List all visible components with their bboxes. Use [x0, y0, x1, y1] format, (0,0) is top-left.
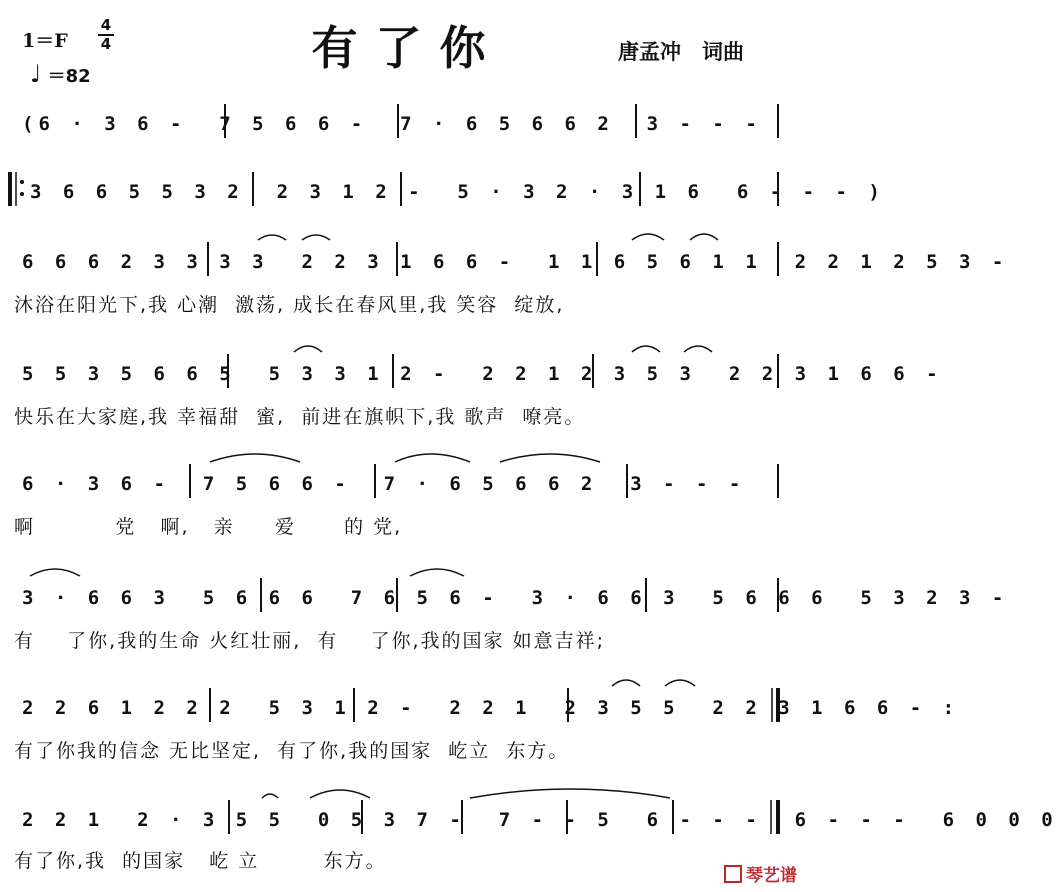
notes: 2 2 6 1 2 2 2 5 3 1 2 - 2 2 1 2 3 5 5 2 2 3 1 6 6 - : — [22, 697, 960, 719]
notes: 2 2 1 2 · 3 5 5 0 5 3 7 - 7 - - 5 6 - - - 6 - - - 6 0 0 0 — [22, 809, 1058, 831]
time-signature-bottom: 4 — [100, 35, 112, 53]
logo-icon — [724, 865, 742, 883]
score-line-6 — [0, 584, 1009, 612]
tempo-marking — [30, 60, 91, 88]
notes: 3 6 6 5 5 3 2 2 3 1 2 - 5 · 3 2 · 3 1 6 6 - - - ) — [30, 181, 885, 203]
lyrics-line-8: 有了你,我 的国家 屹 立 东方。 — [14, 850, 387, 872]
lyrics-line-5: 啊 党 啊, 亲 爱 的 党, — [14, 516, 403, 538]
notes: (6 · 3 6 - 7 5 6 6 - 7 · 6 5 6 6 2 3 - - - — [22, 113, 762, 135]
score-line-4 — [0, 360, 943, 388]
lyrics-line-7: 有了你我的信念 无比坚定, 有了你,我的国家 屹立 东方。 — [14, 740, 570, 762]
score-line-1 — [0, 110, 815, 138]
time-signature — [98, 18, 114, 52]
key-signature: 1＝F — [22, 30, 68, 52]
lyrics-line-4: 快乐在大家庭,我 幸福甜 蜜, 前进在旗帜下,我 歌声 嘹亮。 — [14, 406, 586, 428]
notes: 6 · 3 6 - 7 5 6 6 - 7 · 6 5 6 6 2 3 - - - — [22, 473, 746, 495]
tempo-value: ＝82 — [47, 66, 91, 87]
composer-credit: 唐孟冲 词曲 — [618, 40, 744, 64]
song-title: 有了你 — [311, 21, 504, 75]
lyrics-line-6: 有 了你,我的生命 火红壮丽, 有 了你,我的国家 如意吉祥; — [14, 630, 605, 652]
time-signature-top: 4 — [100, 16, 112, 34]
notes: 5 5 3 5 6 6 5 5 3 3 1 2 - 2 2 1 2 3 5 3 2 2 3 1 6 6 - — [22, 363, 943, 385]
notes: 6 6 6 2 3 3 3 3 2 2 3 1 6 6 - 1 1 6 5 6 1 1 2 2 1 2 5 3 - — [22, 251, 1009, 273]
lyrics-line-3: 沐浴在阳光下,我 心潮 激荡, 成长在春风里,我 笑容 绽放, — [14, 294, 565, 316]
score-line-7 — [0, 694, 960, 722]
score-line-3 — [0, 248, 1009, 276]
quarter-note-icon: ♩ — [30, 60, 42, 88]
notes: 3 · 6 6 3 5 6 6 6 7 6 5 6 - 3 · 6 6 3 5 6 6 6 5 3 2 3 - — [22, 587, 1009, 609]
score-line-5 — [0, 470, 815, 498]
score-line-8 — [0, 806, 1058, 834]
score-line-2 — [0, 178, 885, 206]
watermark-text: 琴艺谱 — [746, 866, 797, 886]
watermark — [724, 861, 797, 886]
